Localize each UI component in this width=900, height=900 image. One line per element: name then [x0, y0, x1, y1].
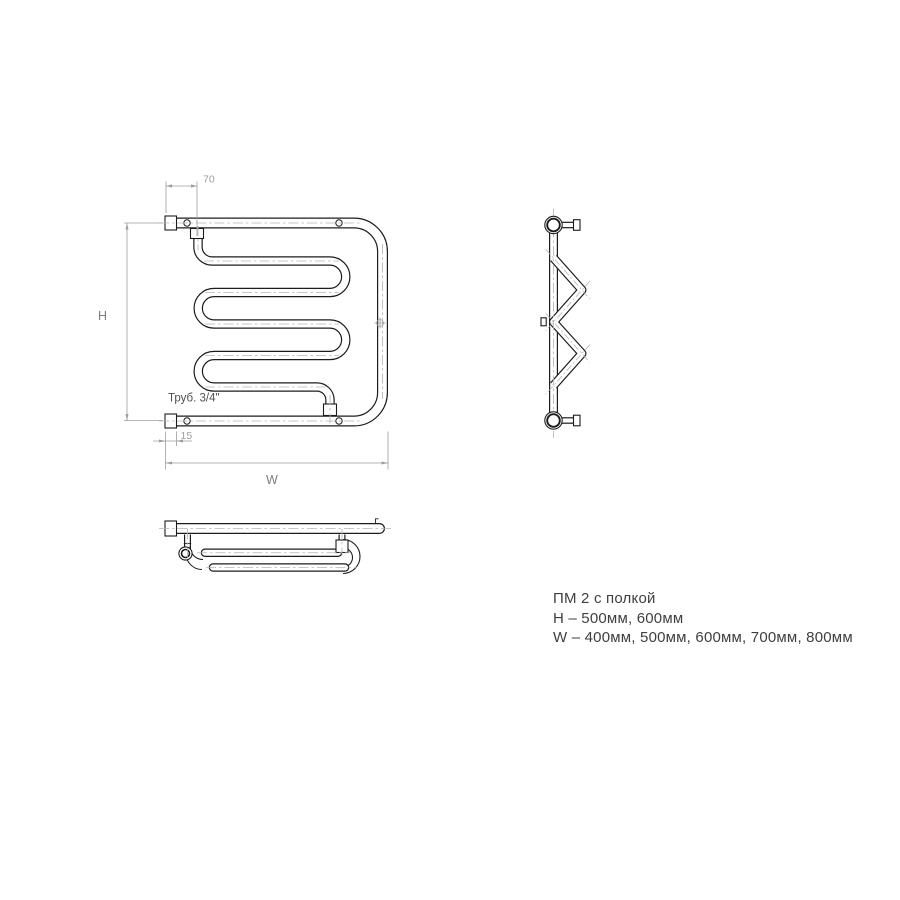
product-model: ПМ 2 с полкой — [553, 590, 656, 607]
top-bar-tick — [376, 519, 379, 524]
dimension-15 — [153, 430, 192, 446]
cap-dim-label: 15 — [180, 430, 193, 442]
dimension-height — [98, 223, 163, 421]
spec-block — [553, 589, 853, 648]
side-top-fitting — [545, 216, 580, 233]
wall-bracket-nut — [541, 318, 546, 326]
dimension-width — [166, 432, 389, 488]
top-left-ring-fitting — [179, 547, 192, 560]
width-dim-label: W — [266, 473, 278, 487]
side-bottom-fitting — [545, 412, 580, 429]
side-view — [541, 209, 590, 438]
dim-70-label: 70 — [203, 173, 215, 186]
width-options: W – 400мм, 500мм, 600мм, 700мм, 800мм — [553, 629, 853, 646]
height-options: H – 500мм, 600мм — [553, 609, 684, 627]
coil-tube-outline — [198, 231, 346, 406]
top-view — [159, 519, 391, 574]
pipe-size-label: Труб. 3/4" — [168, 392, 220, 405]
top-centerlines — [159, 529, 391, 568]
height-dim-label: H — [98, 309, 108, 323]
